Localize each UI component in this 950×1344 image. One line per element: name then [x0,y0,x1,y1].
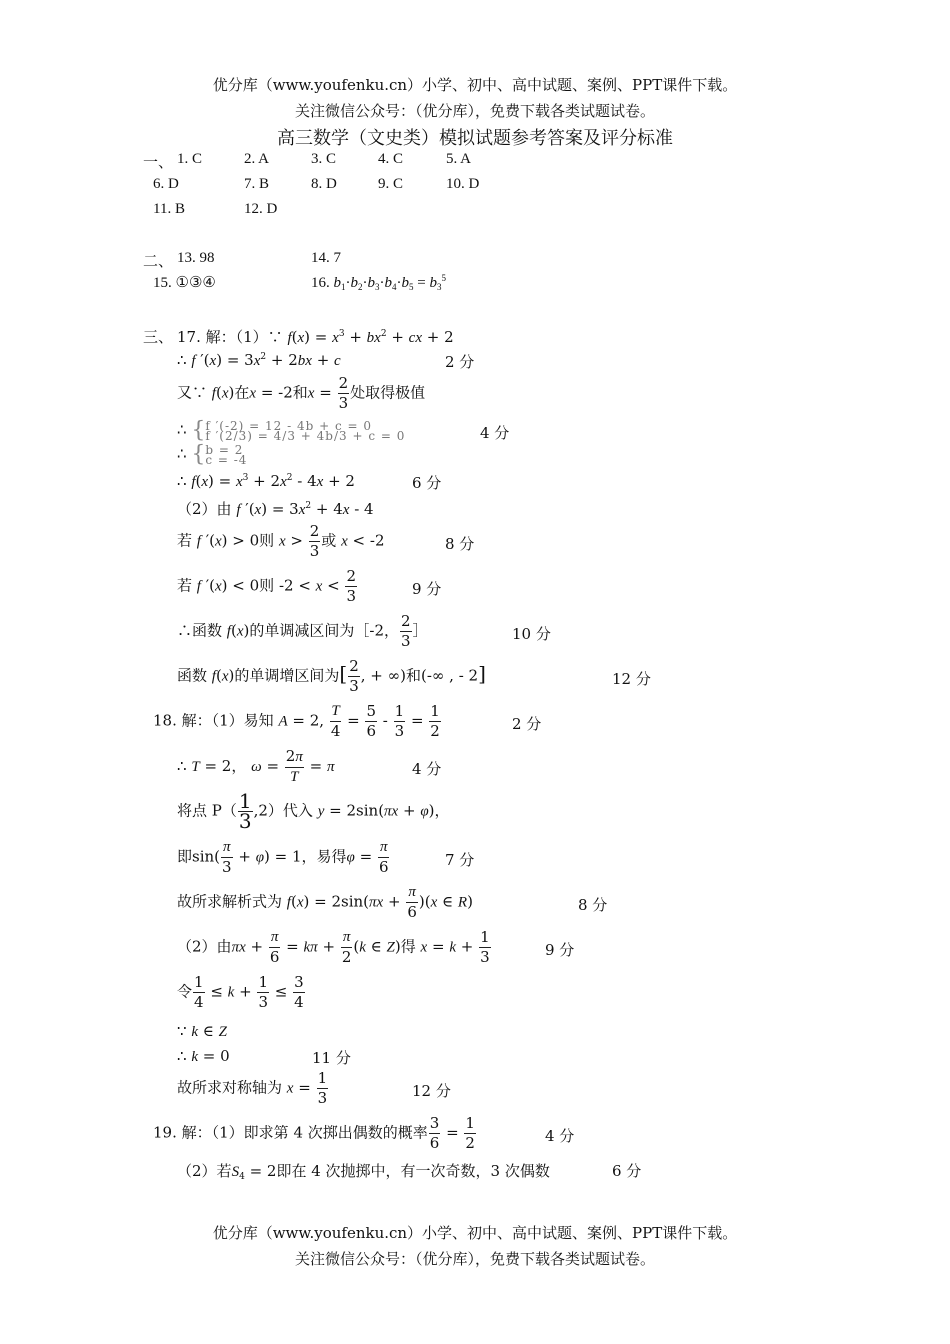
q18-score-9: 9 分 [545,941,575,959]
q18-line-2: ∴ T = 2， ω = $\frac{2\pi}{T}$ = π [177,747,335,785]
q18-line-9: ∴ k = 0 [177,1047,230,1065]
footer-line-1: 优分库（www.youfenku.cn）小学、初中、高中试题、案例、PPT课件下载。 [212,1224,738,1242]
q17-score-10: 10 分 [512,625,551,643]
q18-score-2: 2 分 [512,715,542,733]
q17-line-10: ∴函数 f(x)的单调减区间为［-2， $\frac{2}{3}$ ］ [177,612,428,650]
q18-score-8: 8 分 [578,896,608,914]
answer-4: 4. C [378,151,404,167]
answer-12: 12. D [244,201,278,217]
q17-score-4: 4 分 [480,424,510,442]
page-title: 高三数学（文史类）模拟试题参考答案及评分标准 [277,128,673,149]
q18-line-8: ∵ k ∈ Z [177,1022,227,1040]
q18-score-11: 11 分 [312,1049,351,1067]
q18-line-4: 即sin( $\frac{\pi}{3}$ + φ) = 1，易得φ = $\frac{\pi}{6}$ [177,839,389,876]
q17-line-11: 函数 f(x)的单调增区间为[ $\frac{2}{3}$ , + ∞)和(-∞ , - 2] [177,657,486,695]
section-1-label: 一、 [143,153,174,171]
q17-line-1: 17. 解：（1）∵ $f(x) = x^3 + bx^2$ + cx + 2 [177,328,454,346]
q18-line-6: （2）由πx + $\frac{\pi}{6}$ = kπ + $\frac{\pi}{2}$ (k ∈ Z)得 x = k + $\frac{1}{3}$ [177,928,490,966]
q18-line-7: 令 $\frac{1}{4}$ ≤ k + $\frac{1}{3}$ ≤ $\frac{3}{4}$ [177,973,304,1011]
q17-line-6: ∴ $f(x) = x^3 + 2x^2 - 4x + 2$ [177,472,355,490]
answer-11: 11. B [153,201,185,217]
q18-score-4: 4 分 [412,760,442,778]
q17-line-8: 若 f ′(x) > 0则 x > $\frac{2}{3}$ 或 x < -2 [177,522,385,560]
q17-line-3: 又∵ f(x)在x = -2和x = $\frac{2}{3}$ 处取得极值 [177,374,426,412]
q17-score-2: 2 分 [445,353,475,371]
q18-score-7: 7 分 [445,851,475,869]
q17-score-8: 8 分 [445,535,475,553]
q17-line-2: ∴ f $'(x) = 3x^2 + 2bx + c$ [177,351,341,369]
q17-score-12: 12 分 [612,670,651,688]
q18-line-1: 18. 解：（1）易知 A = 2, $\frac{T}{4}$ = $\frac{5}{6}$ - $\frac{1}{3}$ = $\frac{1}{2}$ [153,702,440,740]
footer-line-2: 关注微信公众号：（优分库），免费下载各类试题试卷。 [294,1250,655,1268]
answer-7: 7. B [244,176,270,192]
answer-15: 15. ①③④ [153,275,216,291]
q17-line-4: ∴ {f ′(-2) = 12 - 4b + c = 0 f ′(2/3) = 4/3 + 4b/3 + c = 0 [177,418,406,443]
q17-score-6: 6 分 [412,474,442,492]
answer-9: 9. C [378,176,404,192]
answer-16: 16. $b_1\cdot b_2\cdot b_3\cdot b_4\cdot b_5 = b_3^5$ [311,273,446,292]
header-line-1: 优分库（www.youfenku.cn）小学、初中、高中试题、案例、PPT课件下载。 [212,76,738,94]
q17-score-9: 9 分 [412,580,442,598]
q17-line-9: 若 f ′(x) < 0则 -2 < x < $\frac{2}{3}$ [177,567,356,605]
header-line-2: 关注微信公众号：（优分库），免费下载各类试题试卷。 [294,102,655,120]
q17-line-5: ∴ {b = 2 c = -4 [177,442,248,467]
section-3-label: 三、 [143,328,174,346]
answer-3: 3. C [311,151,337,167]
answer-1: 1. C [177,151,203,167]
answer-8: 8. D [311,176,337,192]
q18-score-12: 12 分 [412,1082,451,1100]
q17-line-7: （2）由 f $'(x) = 3x^2 + 4x - 4$ [177,500,374,518]
q19-line-1: 19. 解：（1）即求第 4 次掷出偶数的概率 $\frac{3}{6}$ = $\frac{1}{2}$ [153,1114,475,1152]
q18-line-3: 将点 P（ $\frac{1}{3}$ ,2）代入 y = 2sin(πx + φ)， [177,789,450,833]
answer-10: 10. D [446,176,480,192]
q18-line-5: 故所求解析式为 f(x) = 2sin(πx + $\frac{\pi}{6}$ )(x ∈ R) [177,884,473,921]
answer-5: 5. A [446,151,472,167]
q18-line-10: 故所求对称轴为 x = $\frac{1}{3}$ [177,1069,328,1107]
section-2-label: 二、 [143,252,174,270]
q19-score-4: 4 分 [545,1127,575,1145]
answer-2: 2. A [244,151,270,167]
q19-line-2: （2）若$S_4 = 2$即在 4 次抛掷中，有一次奇数，3 次偶数 [177,1162,550,1182]
answer-6: 6. D [153,176,179,192]
q19-score-6: 6 分 [612,1162,642,1180]
answer-14: 14. 7 [311,250,341,266]
answer-13: 13. 98 [177,250,215,266]
